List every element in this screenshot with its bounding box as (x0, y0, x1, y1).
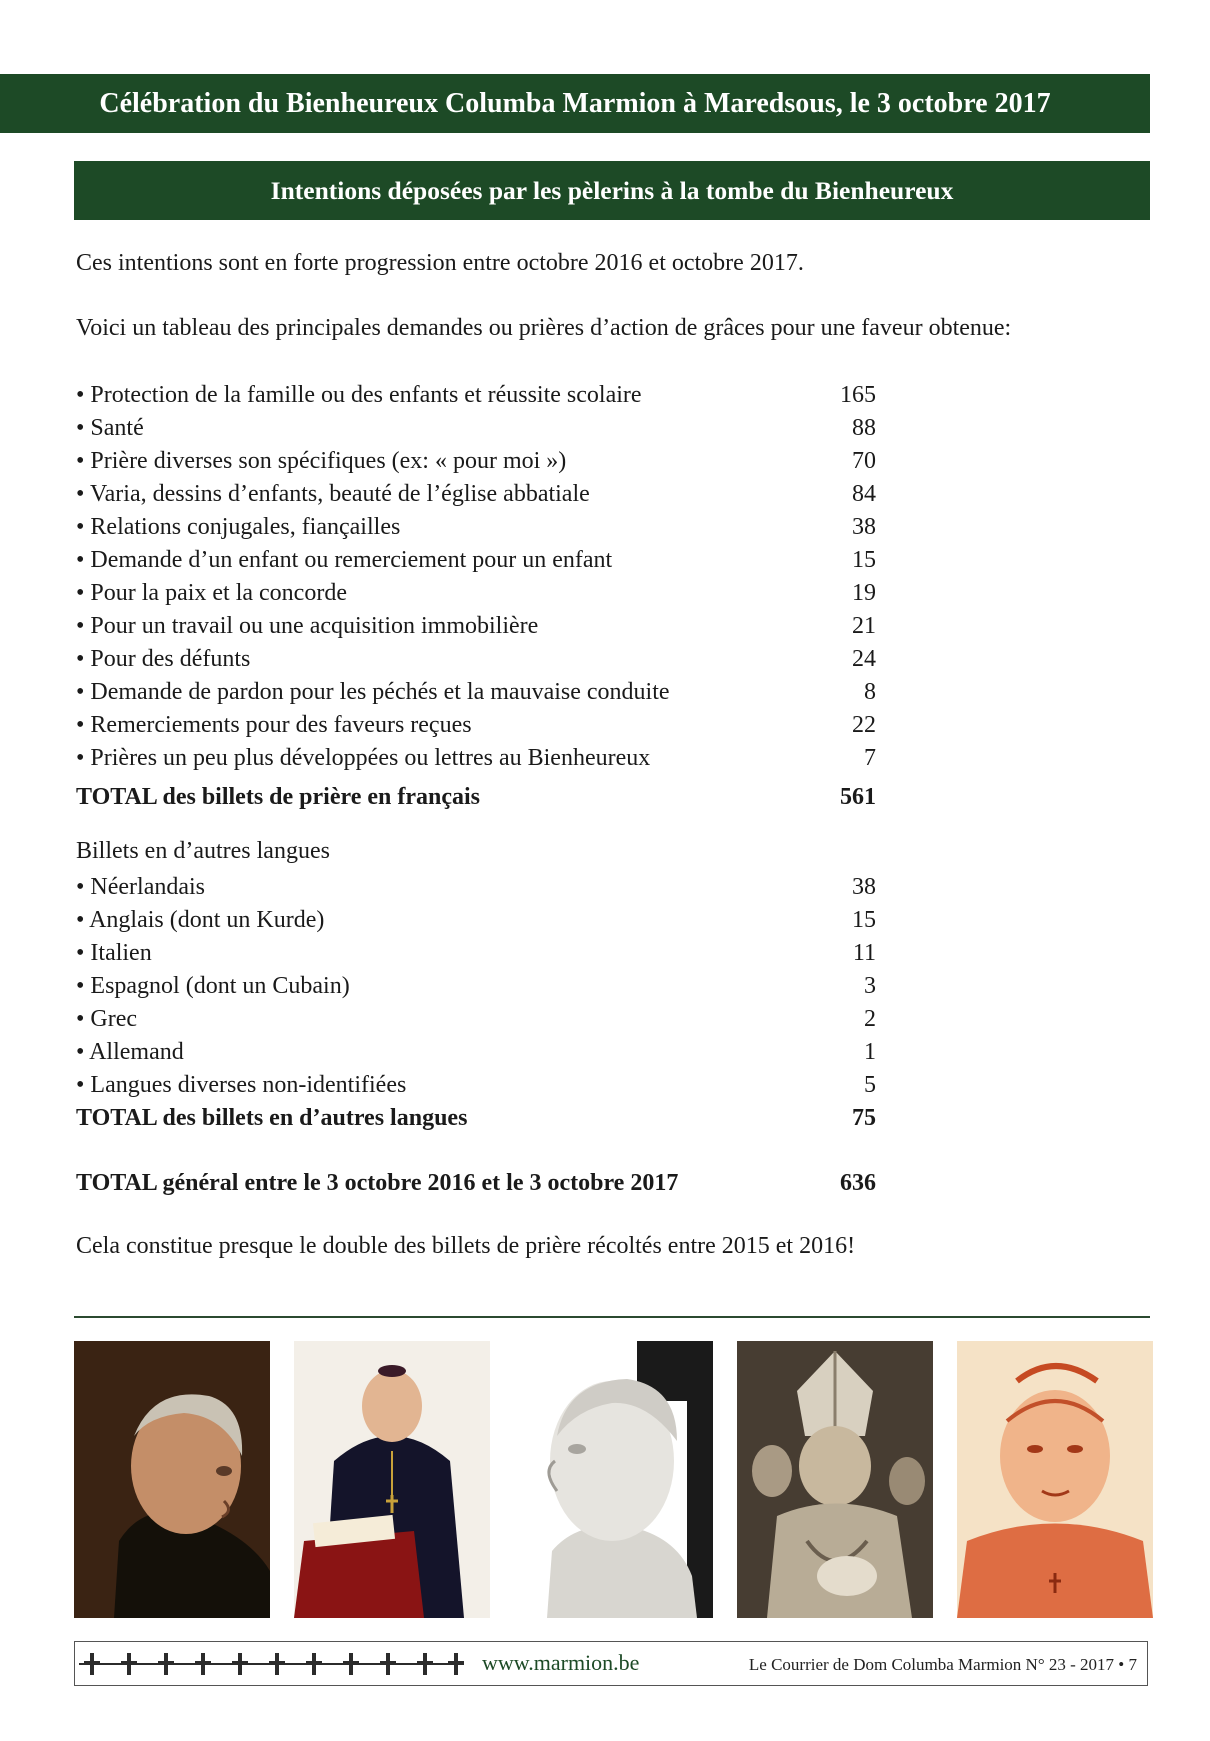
french-item-label: • Varia, dessins d’enfants, beauté de l’église abbatiale (76, 481, 590, 507)
other-total-row-wrap (76, 1102, 876, 1135)
other-language-item-row (76, 904, 876, 937)
french-item-row (76, 676, 876, 709)
french-item-row (76, 577, 876, 610)
french-item-value: 24 (852, 646, 876, 672)
french-item-value: 15 (852, 547, 876, 573)
french-total-label: TOTAL des billets de prière en français (76, 784, 481, 810)
other-total-value: 75 (852, 1105, 876, 1131)
other-language-item-label: • Allemand (76, 1039, 184, 1065)
french-item-row (76, 742, 876, 775)
other-language-item-value: 11 (852, 940, 876, 966)
french-item-label: • Demande de pardon pour les péchés et la mauvaise conduite (76, 679, 670, 705)
french-item-value: 84 (852, 481, 876, 507)
portrait-abbot-reading (294, 1341, 490, 1618)
intro-line-2: Voici un tableau des principales demandes ou prières d’action de grâces pour une faveur obtenue: (76, 315, 1012, 341)
french-item-value: 38 (852, 514, 876, 540)
french-item-value: 19 (852, 580, 876, 606)
french-item-row (76, 544, 876, 577)
portrait-red-chalk-drawing (957, 1341, 1153, 1618)
other-language-item-value: 2 (864, 1006, 876, 1032)
french-item-label: • Prière diverses son spécifiques (ex: « pour moi ») (76, 448, 567, 474)
other-languages-table (76, 871, 876, 1102)
french-intentions-table (76, 379, 876, 775)
section-divider (74, 1316, 1150, 1318)
portrait-painting-profile (74, 1341, 270, 1618)
portrait-bust-sculpture (517, 1341, 713, 1618)
conclusion-text: Cela constitue presque le double des billets de prière récoltés entre 2015 et 2016! (76, 1233, 856, 1259)
french-total-row-wrap (76, 781, 876, 814)
other-language-item-value: 1 (864, 1039, 876, 1065)
french-item-row (76, 379, 876, 412)
french-item-label: • Pour un travail ou une acquisition immobilière (76, 613, 539, 639)
other-language-item-row (76, 1069, 876, 1102)
other-language-item-label: • Néerlandais (76, 874, 206, 900)
website-link[interactable]: www.marmion.be (482, 1650, 640, 1675)
french-item-label: • Pour la paix et la concorde (76, 580, 347, 606)
french-item-value: 165 (840, 382, 876, 408)
other-languages-heading: Billets en d’autres langues (76, 838, 330, 864)
french-item-label: • Santé (76, 415, 144, 441)
french-total-value: 561 (840, 784, 876, 810)
cross-ornament-icon (79, 1649, 464, 1679)
french-item-value: 88 (852, 415, 876, 441)
other-language-item-row (76, 1003, 876, 1036)
portrait-bishop-photo (737, 1341, 933, 1618)
french-item-value: 8 (864, 679, 876, 705)
other-language-item-label: • Grec (76, 1006, 138, 1032)
other-language-item-label: • Espagnol (dont un Cubain) (76, 973, 350, 999)
page-footer (74, 1641, 1148, 1686)
french-item-value: 70 (852, 448, 876, 474)
other-total-label: TOTAL des billets en d’autres langues (76, 1105, 468, 1131)
french-item-label: • Prières un peu plus développées ou lettres au Bienheureux (76, 745, 651, 771)
french-item-row (76, 709, 876, 742)
french-item-row (76, 445, 876, 478)
grand-total-row-wrap (76, 1167, 876, 1200)
other-language-item-row (76, 1036, 876, 1069)
french-item-label: • Relations conjugales, fiançailles (76, 514, 401, 540)
french-item-value: 7 (864, 745, 876, 771)
other-language-item-value: 38 (852, 874, 876, 900)
section-banner-subtitle: Intentions déposées par les pèlerins à la tombe du Bienheureux (74, 161, 1150, 220)
french-item-row (76, 478, 876, 511)
other-language-item-value: 3 (864, 973, 876, 999)
other-language-item-value: 15 (852, 907, 876, 933)
other-language-item-row (76, 970, 876, 1003)
page-banner-title: Célébration du Bienheureux Columba Marmion à Maredsous, le 3 octobre 2017 (0, 74, 1150, 133)
french-item-row (76, 511, 876, 544)
french-item-label: • Pour des défunts (76, 646, 251, 672)
french-item-row (76, 643, 876, 676)
other-language-item-label: • Langues diverses non-identifiées (76, 1072, 407, 1098)
other-total-row (76, 1102, 876, 1135)
french-item-label: • Demande d’un enfant ou remerciement pour un enfant (76, 547, 613, 573)
french-item-row (76, 610, 876, 643)
french-item-label: • Protection de la famille ou des enfants et réussite scolaire (76, 382, 642, 408)
intro-line-1: Ces intentions sont en forte progression entre octobre 2016 et octobre 2017. (76, 250, 804, 276)
french-item-row (76, 412, 876, 445)
french-item-value: 22 (852, 712, 876, 738)
other-language-item-label: • Anglais (dont un Kurde) (76, 907, 325, 933)
grand-total-row (76, 1167, 876, 1200)
grand-total-label: TOTAL général entre le 3 octobre 2016 et le 3 octobre 2017 (76, 1170, 679, 1196)
other-language-item-value: 5 (864, 1072, 876, 1098)
french-item-value: 21 (852, 613, 876, 639)
publication-info: Le Courrier de Dom Columba Marmion N° 23 - 2017 • 7 (748, 1655, 1137, 1674)
other-language-item-row (76, 937, 876, 970)
french-item-label: • Remerciements pour des faveurs reçues (76, 712, 472, 738)
other-language-item-row (76, 871, 876, 904)
grand-total-value: 636 (840, 1170, 876, 1196)
other-language-item-label: • Italien (76, 940, 152, 966)
french-total-row (76, 781, 876, 814)
